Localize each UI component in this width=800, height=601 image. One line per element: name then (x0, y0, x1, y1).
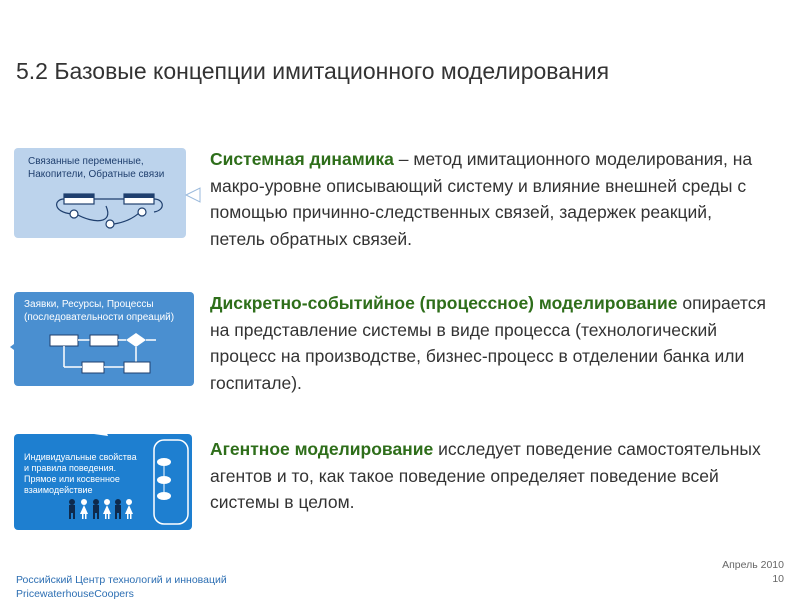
card-label-line: Накопители, Обратные связи (28, 169, 165, 180)
agent-based-description (210, 436, 770, 516)
agent-based-card (14, 434, 192, 530)
discrete-event-text: опирается на представление системы в виде процесса (технологический процесс на производстве, бизнес-процесс в отделении банка или госпитале). (210, 293, 766, 393)
agent-based-term: Агентное моделирование (210, 439, 434, 459)
discrete-event-description (210, 290, 785, 396)
footer-org-line: PricewaterhouseCoopers (16, 588, 134, 600)
card-label-line: (последовательности опреаций) (24, 312, 175, 323)
card-label-line: и правила поведения. (24, 463, 116, 473)
pointer-arrow-icon (10, 341, 18, 353)
system-dynamics-card (14, 148, 186, 238)
page-number: 10 (772, 573, 784, 585)
discrete-event-card (14, 292, 194, 386)
card-label-line: Индивидуальные свойства (24, 452, 137, 462)
footer-date: Апрель 2010 (722, 559, 784, 571)
card-label-line: взаимодействие (24, 485, 93, 495)
agent-based-text: исследует поведение самостоятельных агентов и то, как такое поведение определяет поведение всей системы в целом. (210, 439, 761, 512)
card-label-line: Прямое или косвенное (24, 474, 120, 484)
card-label-line: Заявки, Ресурсы, Процессы (24, 299, 154, 310)
discrete-event-term: Дискретно-событийное (процессное) моделирование (210, 293, 678, 313)
system-dynamics-term: Системная динамика (210, 149, 394, 169)
card-label-line: Связанные переменные, (28, 156, 144, 167)
system-dynamics-description (210, 146, 770, 252)
slide-title: 5.2 Базовые концепции имитационного моделирования (16, 58, 610, 84)
footer-organization (16, 573, 227, 601)
footer-org-line: Российский Центр технологий и инноваций (16, 574, 227, 586)
system-dynamics-text: – метод имитационного моделирования, на макро-уровне описывающий систему и влияние внешней среды с помощью причинно-следственных связей, задержек реакций, петель обратных связей. (210, 149, 753, 249)
footer-meta (722, 558, 784, 586)
